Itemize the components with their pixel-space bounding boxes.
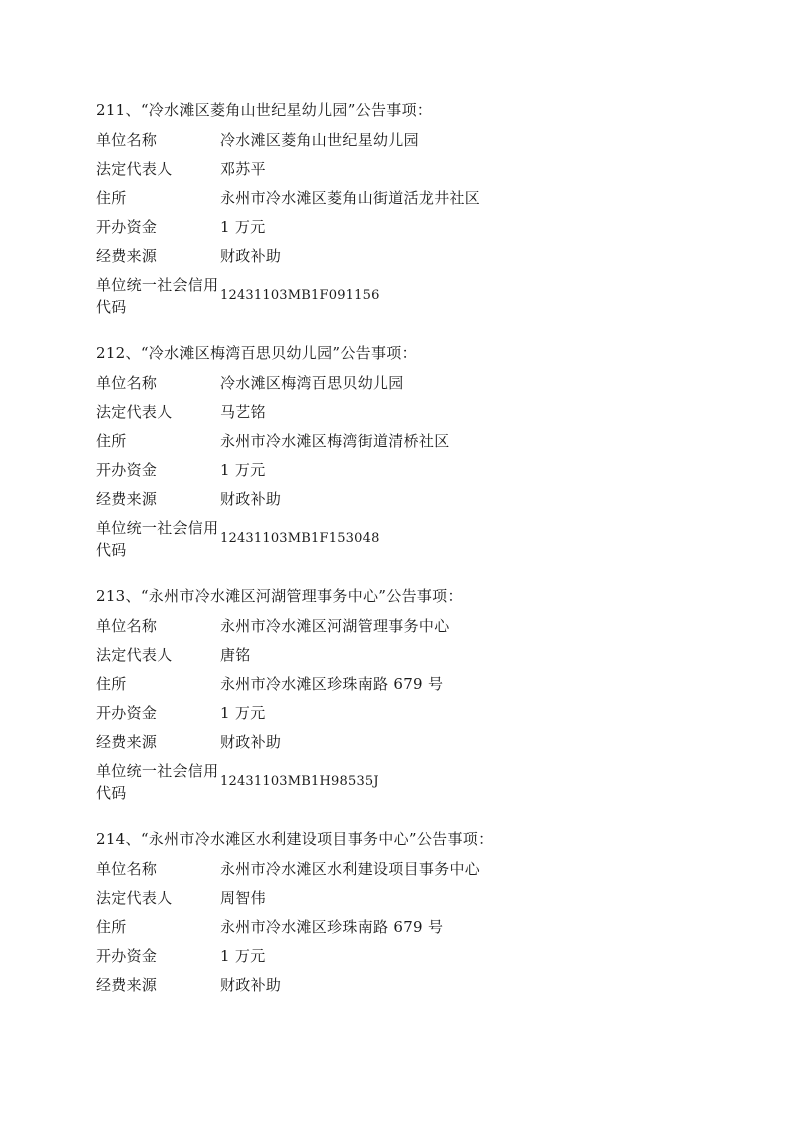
field-label: 住所 [96, 188, 127, 207]
field-label: 法定代表人 [96, 888, 173, 907]
field-label: 开办资金 [96, 217, 158, 236]
row-credit-code [96, 272, 716, 320]
entry-heading: 211、“冷水滩区菱角山世纪星幼儿园”公告事项： [96, 101, 433, 119]
entry-heading: 214、“永州市冷水滩区水利建设项目事务中心”公告事项： [96, 830, 494, 848]
entry-214 [96, 825, 716, 999]
field-label: 单位名称 [96, 373, 158, 392]
row-funding [96, 241, 716, 270]
field-label: 法定代表人 [96, 402, 173, 421]
field-value: 永州市冷水滩区水利建设项目事务中心 [220, 859, 481, 878]
row-unit-name [96, 125, 716, 154]
field-value: 财政补助 [220, 246, 282, 265]
entry-212 [96, 339, 716, 563]
field-value: 1 万元 [220, 703, 266, 722]
row-address [96, 426, 716, 455]
field-value: 12431103MB1H98535J [220, 774, 379, 789]
entry-211 [96, 96, 716, 320]
row-capital [96, 212, 716, 241]
field-value: 冷水滩区菱角山世纪星幼儿园 [220, 130, 419, 149]
row-legal-rep [96, 640, 716, 669]
field-label: 经费来源 [96, 975, 158, 994]
field-label: 开办资金 [96, 703, 158, 722]
field-value: 1 万元 [220, 460, 266, 479]
row-legal-rep [96, 397, 716, 426]
row-funding [96, 727, 716, 756]
field-label: 法定代表人 [96, 645, 173, 664]
row-funding [96, 484, 716, 513]
field-label: 单位统一社会信用代码 [96, 276, 219, 316]
field-label: 单位名称 [96, 859, 158, 878]
entry-heading: 213、“永州市冷水滩区河湖管理事务中心”公告事项： [96, 587, 463, 605]
field-value: 12431103MB1F091156 [220, 288, 380, 303]
field-value: 永州市冷水滩区菱角山街道活龙井社区 [220, 188, 481, 207]
field-value: 冷水滩区梅湾百思贝幼儿园 [220, 373, 404, 392]
row-legal-rep [96, 883, 716, 912]
field-value: 财政补助 [220, 489, 282, 508]
field-value: 邓苏平 [220, 159, 266, 178]
field-value: 财政补助 [220, 975, 282, 994]
field-label: 住所 [96, 917, 127, 936]
row-capital [96, 455, 716, 484]
field-label: 经费来源 [96, 489, 158, 508]
field-label: 单位名称 [96, 130, 158, 149]
field-value: 马艺铭 [220, 402, 266, 421]
field-label: 经费来源 [96, 246, 158, 265]
entry-213 [96, 582, 716, 806]
field-label: 单位名称 [96, 616, 158, 635]
field-value: 财政补助 [220, 732, 282, 751]
entry-heading: 212、“冷水滩区梅湾百思贝幼儿园”公告事项： [96, 344, 417, 362]
field-label: 经费来源 [96, 732, 158, 751]
row-capital [96, 941, 716, 970]
field-value: 1 万元 [220, 946, 266, 965]
row-unit-name [96, 611, 716, 640]
field-label: 住所 [96, 674, 127, 693]
field-value: 唐铭 [220, 645, 251, 664]
field-value: 周智伟 [220, 888, 266, 907]
field-value: 永州市冷水滩区珍珠南路 679 号 [220, 674, 444, 693]
row-address [96, 183, 716, 212]
field-label: 开办资金 [96, 460, 158, 479]
row-legal-rep [96, 154, 716, 183]
field-label: 开办资金 [96, 946, 158, 965]
field-value: 永州市冷水滩区珍珠南路 679 号 [220, 917, 444, 936]
row-funding [96, 970, 716, 999]
field-value: 永州市冷水滩区河湖管理事务中心 [220, 616, 450, 635]
row-unit-name [96, 854, 716, 883]
field-label: 住所 [96, 431, 127, 450]
field-value: 永州市冷水滩区梅湾街道清桥社区 [220, 431, 450, 450]
row-credit-code [96, 758, 716, 806]
field-value: 1 万元 [220, 217, 266, 236]
field-label: 法定代表人 [96, 159, 173, 178]
row-unit-name [96, 368, 716, 397]
row-address [96, 669, 716, 698]
row-address [96, 912, 716, 941]
row-capital [96, 698, 716, 727]
field-label: 单位统一社会信用代码 [96, 762, 219, 802]
field-label: 单位统一社会信用代码 [96, 519, 219, 559]
field-value: 12431103MB1F153048 [220, 531, 380, 546]
row-credit-code [96, 515, 716, 563]
